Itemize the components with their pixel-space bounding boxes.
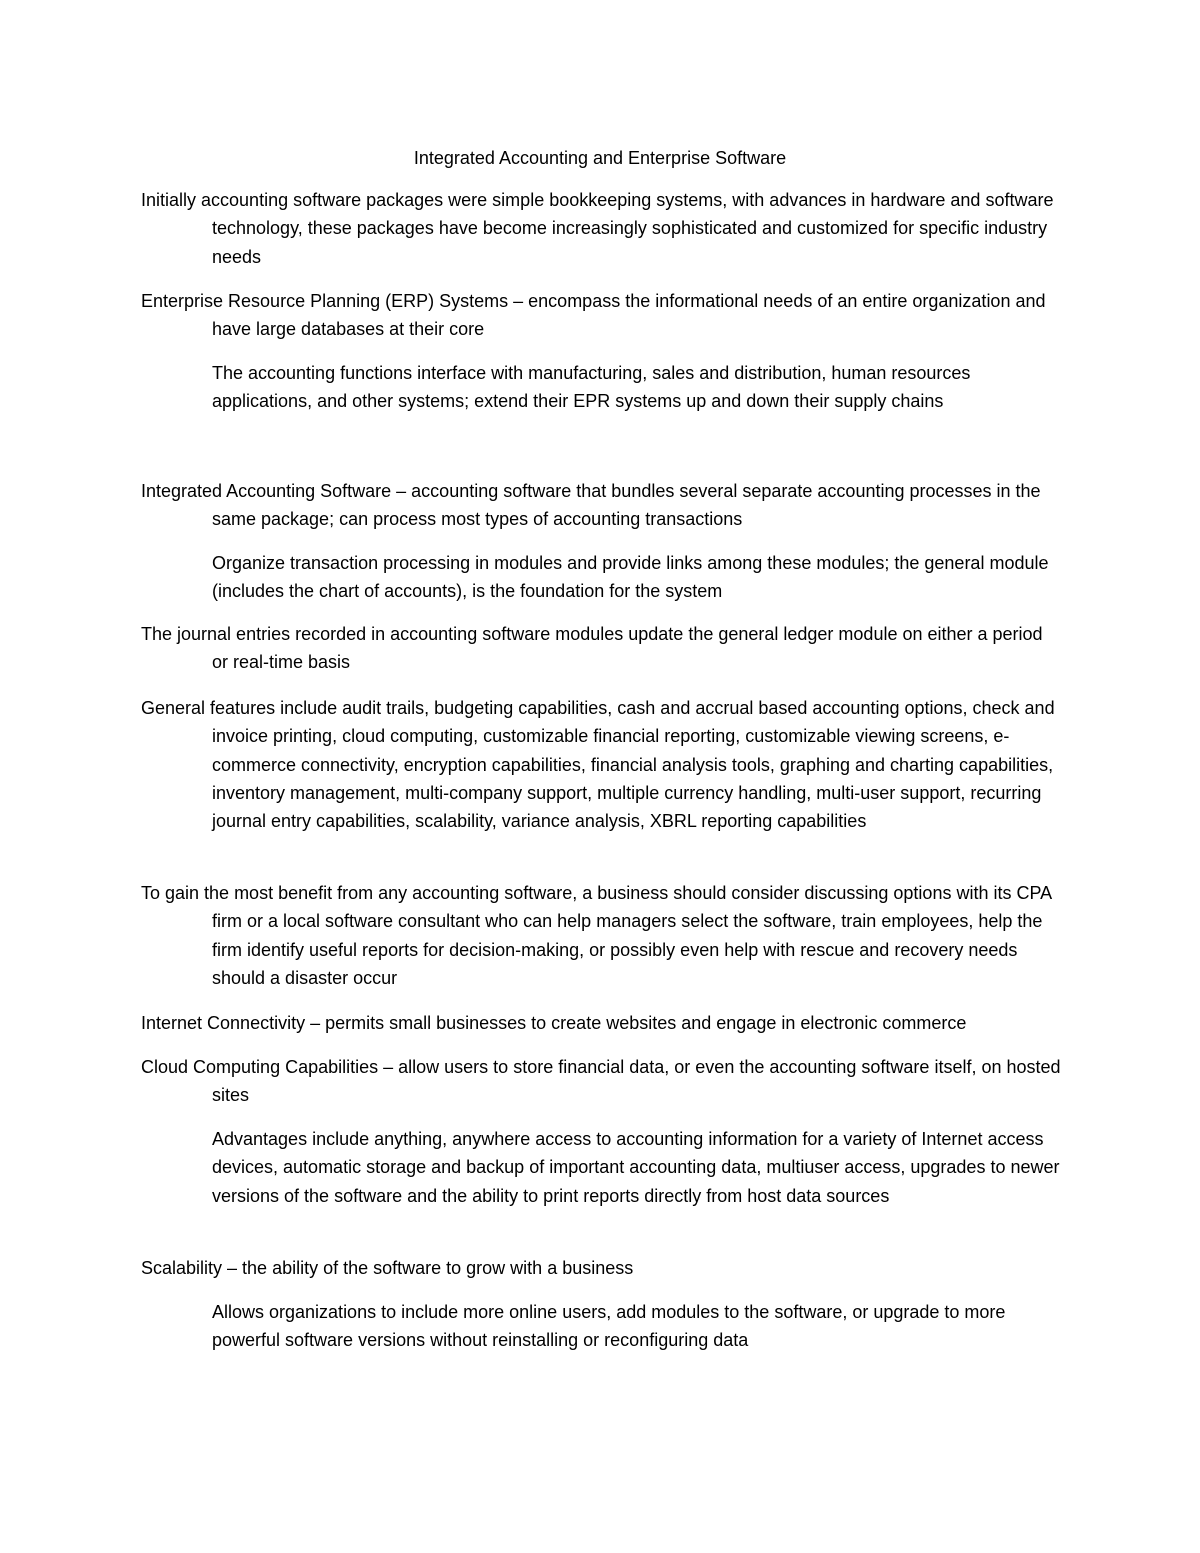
document-title: Integrated Accounting and Enterprise Software bbox=[413, 148, 787, 168]
paragraph-most-benefit: To gain the most benefit from any accounting software, a business should consider discussing options with its CPA firm or a local software consultant who can help managers select the software, train employees, help the firm identify useful reports for decision-making, or possibly even help with rescue and recovery needs should a disaster occur bbox=[141, 883, 1052, 988]
paragraph-internet-connectivity: Internet Connectivity – permits small businesses to create websites and engage in electronic commerce bbox=[141, 1013, 967, 1033]
paragraph-journal-entries: The journal entries recorded in accounting software modules update the general ledger module on either a period or real-time basis bbox=[141, 624, 1043, 673]
paragraph-cloud-computing: Cloud Computing Capabilities – allow users to store financial data, or even the accounting software itself, on hosted sites bbox=[141, 1057, 1061, 1106]
paragraph-transaction-modules: Organize transaction processing in modules and provide links among these modules; the general module (includes the chart of accounts), is the foundation for the system bbox=[212, 553, 1049, 602]
paragraph-scalability: Scalability – the ability of the software to grow with a business bbox=[141, 1258, 634, 1278]
paragraph-integrated-accounting-software: Integrated Accounting Software – accounting software that bundles several separate accounting processes in the same package; can process most types of accounting transactions bbox=[141, 481, 1041, 530]
paragraph-erp-systems: Enterprise Resource Planning (ERP) Systems – encompass the informational needs of an entire organization and have large databases at their core bbox=[141, 291, 1046, 340]
paragraph-scalability-detail: Allows organizations to include more online users, add modules to the software, or upgrade to more powerful software versions without reinstalling or reconfiguring data bbox=[212, 1302, 1006, 1351]
paragraph-accounting-functions: The accounting functions interface with manufacturing, sales and distribution, human resources applications, and other systems; extend their EPR systems up and down their supply chains bbox=[212, 363, 971, 412]
paragraph-cloud-advantages: Advantages include anything, anywhere access to accounting information for a variety of Internet access devices, automatic storage and backup of important accounting data, multiuser access, upgrades to newer versions of the software and the ability to print reports directly from host data sources bbox=[212, 1129, 1060, 1206]
paragraph-initially: Initially accounting software packages were simple bookkeeping systems, with advances in hardware and software technology, these packages have become increasingly sophisticated and customized for specific industry needs bbox=[141, 190, 1054, 267]
paragraph-general-features: General features include audit trails, budgeting capabilities, cash and accrual based accounting options, check and invoice printing, cloud computing, customizable financial reporting, customizable viewing screens, e-commerce connectivity, encryption capabilities, financial analysis tools, graphing and charting capabilities, inventory management, multi-company support, multiple currency handling, multi-user support, recurring journal entry capabilities, scalability, variance analysis, XBRL reporting capabilities bbox=[141, 698, 1055, 832]
